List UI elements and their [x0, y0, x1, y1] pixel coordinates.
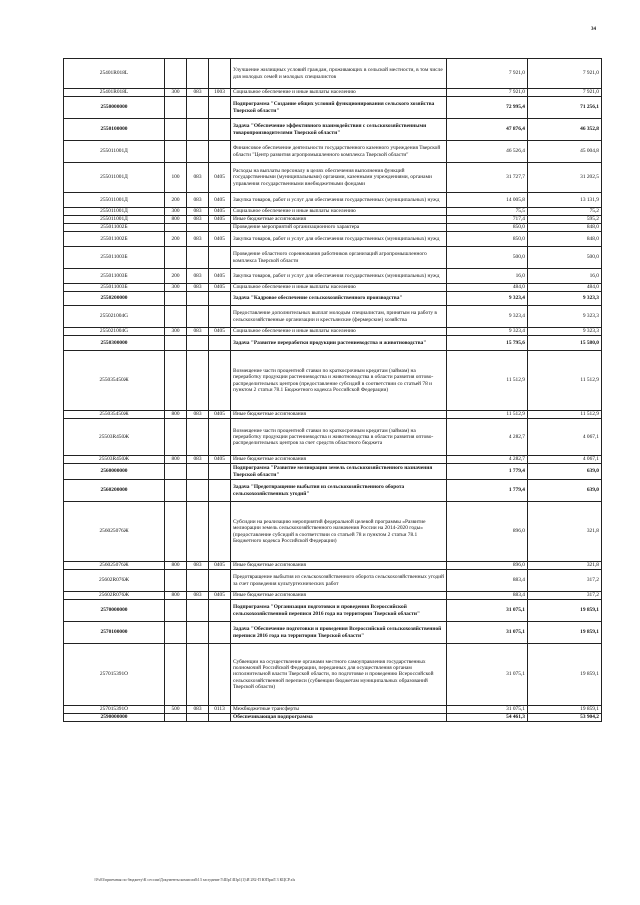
- section-cell: 0405: [209, 328, 231, 336]
- description-cell: Предотвращение выбытия из сельскохозяйственного оборота сельскохозяйственных угодий за счет проведения культуртехнических работ: [231, 570, 447, 592]
- code-cell: 255035450Ж: [64, 351, 165, 411]
- section-cell: 0405: [209, 193, 231, 208]
- section-cell: [209, 714, 231, 722]
- type-cell: [165, 141, 187, 163]
- type-cell: [165, 247, 187, 269]
- type-cell: [165, 97, 187, 119]
- code-cell: 255011003Б: [64, 284, 165, 292]
- planned-amount-cell: 7 921,0: [447, 59, 528, 89]
- actual-amount-cell: 848,0: [528, 232, 602, 247]
- type-cell: [165, 351, 187, 411]
- type-cell: [165, 119, 187, 141]
- section-cell: [209, 351, 231, 411]
- actual-amount-cell: 45 004,8: [528, 141, 602, 163]
- ministry-cell: 083: [187, 208, 209, 216]
- planned-amount-cell: 31 075,1: [447, 622, 528, 644]
- code-cell: 257015391О: [64, 706, 165, 714]
- type-cell: 300: [165, 284, 187, 292]
- type-cell: [165, 644, 187, 706]
- planned-amount-cell: 7 921,0: [447, 89, 528, 97]
- code-cell: 2550100000: [64, 119, 165, 141]
- code-cell: 255011001Д: [64, 163, 165, 193]
- table-row: [64, 247, 602, 269]
- planned-amount-cell: 31 727,7: [447, 163, 528, 193]
- table-row: [64, 502, 602, 562]
- ministry-cell: [187, 224, 209, 232]
- planned-amount-cell: 883,4: [447, 592, 528, 600]
- section-cell: [209, 97, 231, 119]
- planned-amount-cell: 896,0: [447, 562, 528, 570]
- code-cell: 256025076Ж: [64, 502, 165, 562]
- description-cell: Обеспечивающая подпрограмма: [231, 714, 447, 722]
- table-row: [64, 562, 602, 570]
- table-row: [64, 456, 602, 464]
- type-cell: [165, 600, 187, 622]
- actual-amount-cell: 595,2: [528, 216, 602, 224]
- type-cell: 100: [165, 163, 187, 193]
- planned-amount-cell: 717,4: [447, 216, 528, 224]
- description-cell: Подпрограмма "Развитие мелиорации земель сельскохозяйственного назначения Тверской области": [231, 464, 447, 480]
- type-cell: [165, 570, 187, 592]
- type-cell: 800: [165, 592, 187, 600]
- table-row: [64, 644, 602, 706]
- ministry-cell: [187, 464, 209, 480]
- section-cell: [209, 502, 231, 562]
- planned-amount-cell: 9 323,4: [447, 328, 528, 336]
- table-row: [64, 600, 602, 622]
- actual-amount-cell: 19 859,1: [528, 622, 602, 644]
- table-row: [64, 89, 602, 97]
- description-cell: Задача "Обеспечение подготовки и проведения Всероссийской сельскохозяйственной переписи 2016 года на территории Тверской области": [231, 622, 447, 644]
- table-row: [64, 351, 602, 411]
- actual-amount-cell: 484,0: [528, 284, 602, 292]
- table-row: [64, 306, 602, 328]
- ministry-cell: [187, 644, 209, 706]
- ministry-cell: 083: [187, 89, 209, 97]
- type-cell: 200: [165, 232, 187, 247]
- section-cell: 0405: [209, 284, 231, 292]
- planned-amount-cell: 896,0: [447, 502, 528, 562]
- code-cell: 2550000000: [64, 97, 165, 119]
- table-row: [64, 208, 602, 216]
- ministry-cell: 083: [187, 706, 209, 714]
- table-row: [64, 97, 602, 119]
- planned-amount-cell: 1 779,4: [447, 480, 528, 502]
- ministry-cell: [187, 419, 209, 456]
- description-cell: Иные бюджетные ассигнования: [231, 216, 447, 224]
- description-cell: Возмещение части процентной ставки по краткосрочным кредитам (займам) на переработку продукции растениеводства и животноводства в области развития оптово-распределительных центров (предоставление субсидий в соответствии со статьей 78 и пунктом 2 статьи 78.1 Бюджетного кодекса Российской Федерации): [231, 351, 447, 411]
- table-row: [64, 284, 602, 292]
- ministry-cell: [187, 336, 209, 351]
- actual-amount-cell: 13 131,9: [528, 193, 602, 208]
- section-cell: 0405: [209, 163, 231, 193]
- section-cell: [209, 570, 231, 592]
- code-cell: 255011002Б: [64, 232, 165, 247]
- section-cell: [209, 224, 231, 232]
- code-cell: 255021004G: [64, 306, 165, 328]
- actual-amount-cell: 53 904,2: [528, 714, 602, 722]
- planned-amount-cell: 15 795,6: [447, 336, 528, 351]
- description-cell: Иные бюджетные ассигнования: [231, 411, 447, 419]
- table-row: [64, 328, 602, 336]
- ministry-cell: 083: [187, 284, 209, 292]
- actual-amount-cell: 848,0: [528, 224, 602, 232]
- code-cell: 25602R076Ж: [64, 570, 165, 592]
- description-cell: Социальное обеспечение и иные выплаты населению: [231, 328, 447, 336]
- code-cell: 2560000000: [64, 464, 165, 480]
- section-cell: [209, 247, 231, 269]
- section-cell: 0405: [209, 269, 231, 284]
- type-cell: 800: [165, 456, 187, 464]
- planned-amount-cell: 9 323,4: [447, 306, 528, 328]
- planned-amount-cell: 31 075,1: [447, 600, 528, 622]
- description-cell: Задача "Обеспечение эффективного взаимодействия с сельскохозяйственными товаропроизводителями Тверской области": [231, 119, 447, 141]
- ministry-cell: [187, 97, 209, 119]
- section-cell: [209, 59, 231, 89]
- section-cell: 0405: [209, 232, 231, 247]
- planned-amount-cell: 75,5: [447, 208, 528, 216]
- section-cell: [209, 336, 231, 351]
- actual-amount-cell: 9 323,3: [528, 328, 602, 336]
- code-cell: 2570100000: [64, 622, 165, 644]
- ministry-cell: [187, 622, 209, 644]
- type-cell: [165, 464, 187, 480]
- type-cell: [165, 714, 187, 722]
- code-cell: 255035450Ж: [64, 411, 165, 419]
- ministry-cell: [187, 306, 209, 328]
- ministry-cell: [187, 141, 209, 163]
- type-cell: 800: [165, 562, 187, 570]
- code-cell: 255011003Б: [64, 247, 165, 269]
- code-cell: 257015391О: [64, 644, 165, 706]
- section-cell: 0405: [209, 208, 231, 216]
- type-cell: 500: [165, 706, 187, 714]
- table-row: [64, 59, 602, 89]
- ministry-cell: 083: [187, 193, 209, 208]
- code-cell: 255011001Д: [64, 216, 165, 224]
- actual-amount-cell: 9 323,3: [528, 292, 602, 306]
- description-cell: Закупка товаров, работ и услуг для обеспечения государственных (муниципальных) нужд: [231, 193, 447, 208]
- actual-amount-cell: 46 352,8: [528, 119, 602, 141]
- section-cell: [209, 306, 231, 328]
- code-cell: 2560200000: [64, 480, 165, 502]
- code-cell: 25401R018L: [64, 89, 165, 97]
- planned-amount-cell: 500,0: [447, 247, 528, 269]
- actual-amount-cell: 71 256,1: [528, 97, 602, 119]
- section-cell: 0405: [209, 411, 231, 419]
- ministry-cell: 083: [187, 456, 209, 464]
- planned-amount-cell: 850,0: [447, 224, 528, 232]
- planned-amount-cell: 850,0: [447, 232, 528, 247]
- description-cell: Межбюджетные трансферты: [231, 706, 447, 714]
- budget-table: [63, 58, 602, 722]
- section-cell: 0405: [209, 456, 231, 464]
- actual-amount-cell: 7 921,0: [528, 59, 602, 89]
- planned-amount-cell: 47 876,4: [447, 119, 528, 141]
- description-cell: Иные бюджетные ассигнования: [231, 456, 447, 464]
- planned-amount-cell: 4 282,7: [447, 456, 528, 464]
- type-cell: 800: [165, 411, 187, 419]
- type-cell: [165, 480, 187, 502]
- table-row: [64, 269, 602, 284]
- section-cell: 0405: [209, 216, 231, 224]
- code-cell: 2550200000: [64, 292, 165, 306]
- table-row: [64, 464, 602, 480]
- description-cell: Предоставление дополнительных выплат молодым специалистам, принятым на работу в сельскохозяйственные организации и крестьянские (фермерские) хозяйства: [231, 306, 447, 328]
- actual-amount-cell: 321,8: [528, 502, 602, 562]
- section-cell: 0405: [209, 562, 231, 570]
- section-cell: [209, 644, 231, 706]
- table-row: [64, 480, 602, 502]
- table-row: [64, 216, 602, 224]
- description-cell: Расходы на выплаты персоналу в целях обеспечения выполнения функций государственными (муниципальными) органами, казенными учреждениями, органами управления государственными внебюджетными фондами: [231, 163, 447, 193]
- ministry-cell: [187, 59, 209, 89]
- code-cell: 255011002Б: [64, 224, 165, 232]
- ministry-cell: 083: [187, 592, 209, 600]
- planned-amount-cell: 46 526,4: [447, 141, 528, 163]
- type-cell: 300: [165, 328, 187, 336]
- code-cell: 256025076Ж: [64, 562, 165, 570]
- section-cell: [209, 464, 231, 480]
- actual-amount-cell: 639,0: [528, 480, 602, 502]
- type-cell: [165, 336, 187, 351]
- code-cell: 2570000000: [64, 600, 165, 622]
- type-cell: [165, 502, 187, 562]
- actual-amount-cell: 7 921,0: [528, 89, 602, 97]
- ministry-cell: [187, 292, 209, 306]
- actual-amount-cell: 500,0: [528, 247, 602, 269]
- ministry-cell: 083: [187, 411, 209, 419]
- table-row: [64, 622, 602, 644]
- table-row: [64, 570, 602, 592]
- code-cell: 25602R076Ж: [64, 592, 165, 600]
- planned-amount-cell: 4 282,7: [447, 419, 528, 456]
- table-row: [64, 411, 602, 419]
- type-cell: 200: [165, 193, 187, 208]
- section-cell: [209, 292, 231, 306]
- section-cell: [209, 480, 231, 502]
- actual-amount-cell: 11 512,9: [528, 351, 602, 411]
- planned-amount-cell: 484,0: [447, 284, 528, 292]
- planned-amount-cell: 883,4: [447, 570, 528, 592]
- actual-amount-cell: 4 067,1: [528, 419, 602, 456]
- code-cell: 255021004G: [64, 328, 165, 336]
- table-row: [64, 714, 602, 722]
- planned-amount-cell: 54 461,3: [447, 714, 528, 722]
- description-cell: Финансовое обеспечение деятельности государственного казенного учреждения Тверской области "Центр развития агропромышленного комплекса Тверской области": [231, 141, 447, 163]
- code-cell: 2590000000: [64, 714, 165, 722]
- table-row: [64, 232, 602, 247]
- planned-amount-cell: 31 075,1: [447, 644, 528, 706]
- type-cell: [165, 224, 187, 232]
- code-cell: 255011001Д: [64, 208, 165, 216]
- ministry-cell: [187, 714, 209, 722]
- ministry-cell: 083: [187, 269, 209, 284]
- planned-amount-cell: 31 075,1: [447, 706, 528, 714]
- table-row: [64, 419, 602, 456]
- ministry-cell: [187, 351, 209, 411]
- code-cell: 25401R018L: [64, 59, 165, 89]
- type-cell: [165, 306, 187, 328]
- table-row: [64, 193, 602, 208]
- description-cell: Проведение мероприятий организационного характера: [231, 224, 447, 232]
- section-cell: [209, 600, 231, 622]
- actual-amount-cell: 11 512,9: [528, 411, 602, 419]
- code-cell: 255011003Б: [64, 269, 165, 284]
- table-row: [64, 141, 602, 163]
- type-cell: 300: [165, 89, 187, 97]
- actual-amount-cell: 19 859,1: [528, 600, 602, 622]
- actual-amount-cell: 15 580,0: [528, 336, 602, 351]
- table-row: [64, 163, 602, 193]
- description-cell: Подпрограмма "Организация подготовки и проведения Всероссийской сельскохозяйственной переписи 2016 года на территории Тверской области": [231, 600, 447, 622]
- type-cell: 300: [165, 208, 187, 216]
- planned-amount-cell: 1 779,4: [447, 464, 528, 480]
- planned-amount-cell: 11 512,9: [447, 411, 528, 419]
- actual-amount-cell: 9 323,3: [528, 306, 602, 328]
- type-cell: 800: [165, 216, 187, 224]
- description-cell: Задача "Развитие переработки продукции растениеводства и животноводства": [231, 336, 447, 351]
- table-row: [64, 292, 602, 306]
- type-cell: [165, 59, 187, 89]
- planned-amount-cell: 11 512,9: [447, 351, 528, 411]
- actual-amount-cell: 75,2: [528, 208, 602, 216]
- description-cell: Субвенции на осуществление органами местного самоуправления государственных полномочий Российской Федерации, переданных для осуществления органам исполнительной власти Тверской области, по подготовке и проведению Всероссийской сельскохозяйственной переписи (субвенции бюджетам муниципальных образований Тверской области): [231, 644, 447, 706]
- ministry-cell: 083: [187, 328, 209, 336]
- ministry-cell: [187, 502, 209, 562]
- table-row: [64, 224, 602, 232]
- actual-amount-cell: 639,0: [528, 464, 602, 480]
- table-row: [64, 119, 602, 141]
- description-cell: Закупка товаров, работ и услуг для обеспечения государственных (муниципальных) нужд: [231, 232, 447, 247]
- ministry-cell: 083: [187, 562, 209, 570]
- section-cell: [209, 622, 231, 644]
- description-cell: Социальное обеспечение и иные выплаты населению: [231, 89, 447, 97]
- actual-amount-cell: 19 859,1: [528, 644, 602, 706]
- section-cell: 0405: [209, 592, 231, 600]
- table-row: [64, 706, 602, 714]
- description-cell: Субсидии на реализацию мероприятий федеральной целевой программы «Развитие мелиорации земель сельскохозяйственного назначения России на 2014-2020 годы» (предоставление субсидий в соответствии со статьей 78 и пунктом 2 статьи 78.1 Бюджетного кодекса Российской Федерации): [231, 502, 447, 562]
- description-cell: Иные бюджетные ассигнования: [231, 592, 447, 600]
- type-cell: [165, 419, 187, 456]
- planned-amount-cell: 14 005,8: [447, 193, 528, 208]
- actual-amount-cell: 16,0: [528, 269, 602, 284]
- section-cell: [209, 119, 231, 141]
- actual-amount-cell: 321,8: [528, 562, 602, 570]
- ministry-cell: [187, 247, 209, 269]
- ministry-cell: [187, 570, 209, 592]
- description-cell: Задача "Предотвращение выбытия из сельскохозяйственного оборота сельскохозяйственных угодий": [231, 480, 447, 502]
- file-path-footer: \\Fs03\приемная по бюджету\К сессии\Документы комиссий\13 заседание 5\Шр1\Шр1(1)\И 282-П ЮПриЛ 3 КЦСР.xls: [94, 877, 296, 882]
- description-cell: Социальное обеспечение и иные выплаты населению: [231, 284, 447, 292]
- actual-amount-cell: 19 859,1: [528, 706, 602, 714]
- actual-amount-cell: 317,2: [528, 570, 602, 592]
- type-cell: [165, 622, 187, 644]
- description-cell: Проведение областного соревнования работников организаций агропромышленного комплекса Тверской области: [231, 247, 447, 269]
- ministry-cell: [187, 480, 209, 502]
- code-cell: 2550300000: [64, 336, 165, 351]
- description-cell: Иные бюджетные ассигнования: [231, 562, 447, 570]
- code-cell: 25503R450Ж: [64, 419, 165, 456]
- type-cell: [165, 292, 187, 306]
- description-cell: Социальное обеспечение и иные выплаты населению: [231, 208, 447, 216]
- actual-amount-cell: 4 067,1: [528, 456, 602, 464]
- code-cell: 255011001Д: [64, 141, 165, 163]
- description-cell: Улучшение жилищных условий граждан, проживающих в сельской местности, в том числе для молодых семей и молодых специалистов: [231, 59, 447, 89]
- ministry-cell: 083: [187, 232, 209, 247]
- section-cell: [209, 419, 231, 456]
- description-cell: Подпрограмма "Создание общих условий функционирования сельского хозяйства Тверской области": [231, 97, 447, 119]
- ministry-cell: [187, 600, 209, 622]
- section-cell: 0113: [209, 706, 231, 714]
- page-number: 34: [591, 27, 596, 32]
- code-cell: 25503R450Ж: [64, 456, 165, 464]
- ministry-cell: 083: [187, 163, 209, 193]
- type-cell: 200: [165, 269, 187, 284]
- planned-amount-cell: 9 323,4: [447, 292, 528, 306]
- ministry-cell: [187, 119, 209, 141]
- section-cell: [209, 141, 231, 163]
- section-cell: 1003: [209, 89, 231, 97]
- table-row: [64, 592, 602, 600]
- description-cell: Возмещение части процентной ставки по краткосрочным кредитам (займам) на переработку продукции растениеводства и животноводства в области развития оптово-распределительных центров за счет средств областного бюджета: [231, 419, 447, 456]
- actual-amount-cell: 317,2: [528, 592, 602, 600]
- planned-amount-cell: 72 995,4: [447, 97, 528, 119]
- ministry-cell: 083: [187, 216, 209, 224]
- table-row: [64, 336, 602, 351]
- description-cell: Закупка товаров, работ и услуг для обеспечения государственных (муниципальных) нужд: [231, 269, 447, 284]
- actual-amount-cell: 31 202,5: [528, 163, 602, 193]
- code-cell: 255011001Д: [64, 193, 165, 208]
- description-cell: Задача "Кадровое обеспечение сельскохозяйственного производства": [231, 292, 447, 306]
- planned-amount-cell: 16,0: [447, 269, 528, 284]
